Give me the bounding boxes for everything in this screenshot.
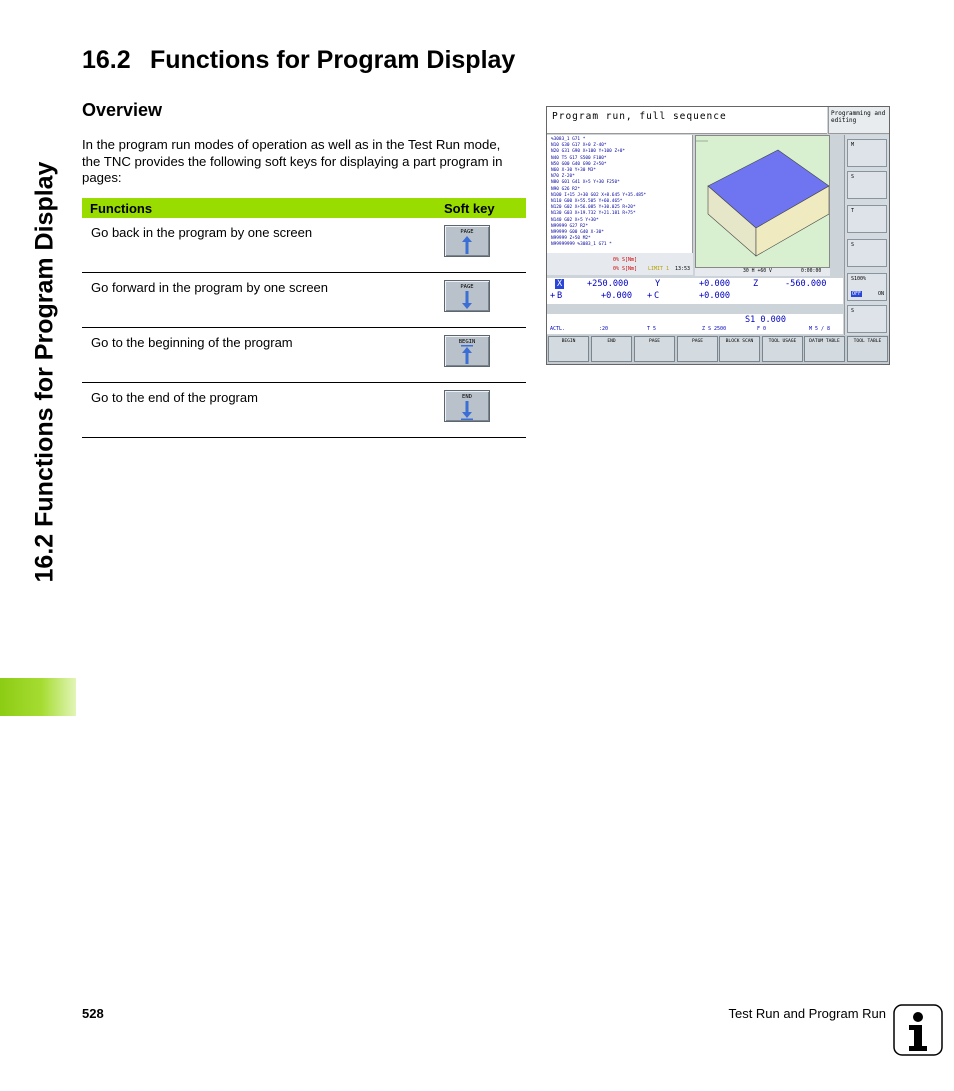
screen-begin-softkey[interactable]: BEGIN: [548, 336, 589, 362]
page-up-softkey[interactable]: PAGE: [444, 225, 490, 257]
datum-table-softkey[interactable]: DATUM TABLE: [804, 336, 845, 362]
screen-page-up-softkey[interactable]: PAGE: [634, 336, 675, 362]
graphic-status: 30 H +60 V 0:00:00: [695, 268, 830, 276]
down-arrow-icon: [459, 290, 475, 310]
info-icon: [893, 1004, 943, 1056]
program-line: N90 G26 R2*: [551, 186, 581, 192]
program-line: N99999 Z+50 M2*: [551, 236, 591, 242]
program-line: N10 G30 G17 X+0 Z-40*: [551, 143, 607, 149]
program-line: N99999 G00 G40 X-30*: [551, 230, 604, 236]
table-row: [82, 273, 526, 328]
status-line: ACTL. :20 T 5 Z S 2500 F 0 M 5 / 8: [547, 325, 843, 334]
page-number: 528: [82, 1006, 104, 1021]
end-softkey[interactable]: END: [444, 390, 490, 422]
feed-override-key[interactable]: S: [847, 305, 887, 333]
functions-table: [82, 198, 526, 438]
program-line: N60 X-30 Y+30 M3*: [551, 168, 596, 174]
function-text: Go back in the program by one screen: [82, 218, 444, 273]
s100-key[interactable]: S100% OFF ON: [847, 273, 887, 301]
workpiece-graphic: [695, 135, 830, 268]
program-line: N20 G31 G90 X+100 Y+100 Z+0*: [551, 149, 626, 155]
program-listing: [547, 135, 693, 253]
program-line: N140 G02 X+5 Y+30*: [551, 217, 599, 223]
screen-end-softkey[interactable]: END: [591, 336, 632, 362]
program-line: N70 Z-20*: [551, 174, 575, 180]
table-row: [82, 218, 526, 273]
t-function-key[interactable]: T: [847, 205, 887, 233]
block-scan-softkey[interactable]: BLOCK SCAN: [719, 336, 760, 362]
s-override-key[interactable]: S: [847, 239, 887, 267]
up-arrow-icon: [459, 235, 475, 255]
table-row: [82, 328, 526, 383]
workpiece-block-icon: [696, 136, 829, 267]
function-text: Go forward in the program by one screen: [82, 273, 444, 328]
chapter-tab-marker: [0, 678, 76, 716]
screen-title: Program run, full sequence: [547, 107, 827, 134]
program-line: N110 G00 X+55.505 Y+60.465*: [551, 199, 623, 205]
program-line: N120 G02 X+56.085 Y+30.025 R+20*: [551, 205, 636, 211]
header-functions: Functions: [82, 198, 444, 218]
tool-usage-softkey[interactable]: TOOL USAGE: [762, 336, 803, 362]
program-line: %3083_1 G71 *: [551, 137, 586, 142]
program-line: N100 I+15 J+30 G02 X+8.645 Y+35.485*: [551, 192, 647, 198]
subheading: Overview: [82, 100, 163, 120]
horizontal-softkeys: [547, 335, 889, 364]
tool-table-softkey[interactable]: TOOL TABLE: [847, 336, 888, 362]
screen-mode: Programming and editing: [828, 107, 889, 134]
side-chapter-title: 16.2 Functions for Program Display: [30, 161, 59, 583]
spindle-display: S1 0.000: [547, 314, 843, 326]
screen-page-down-softkey[interactable]: PAGE: [677, 336, 718, 362]
program-line: N99999999 %3083_1 G71 *: [551, 242, 612, 248]
message-line: 0% S[Nm] 0% S[Nm] LIMIT 1 13:53: [547, 253, 693, 275]
down-arrow-icon: [459, 400, 475, 420]
program-line: N99999 G27 R2*: [551, 223, 589, 229]
m-function-key[interactable]: M: [847, 139, 887, 167]
position-display: X +250.000 Y +0.000 Z -560.000 + B +0.000 + C +0.000: [547, 278, 843, 304]
s-function-key[interactable]: S: [847, 171, 887, 199]
up-arrow-icon: [459, 345, 475, 365]
tnc-screen: [546, 106, 890, 365]
table-header: [82, 198, 526, 218]
page-down-softkey[interactable]: PAGE: [444, 280, 490, 312]
header-soft-key: Soft key: [444, 198, 526, 218]
function-text: Go to the beginning of the program: [82, 328, 444, 383]
program-line: N130 G03 X+19.732 Y+21.181 R+75*: [551, 211, 636, 217]
program-line: N50 G00 G40 G90 Z+50*: [551, 161, 607, 167]
function-text: Go to the end of the program: [82, 383, 444, 438]
begin-softkey[interactable]: BEGIN: [444, 335, 490, 367]
section-heading: 16.2 Functions for Program Display: [82, 46, 516, 74]
intro-paragraph: In the program run modes of operation as well as in the Test Run mode, the TNC provides the following soft keys for displaying a part program in pages:: [82, 137, 503, 185]
vertical-softkeys: [844, 135, 890, 335]
program-line: N40 T5 G17 S500 F100*: [551, 155, 607, 161]
footer-chapter: Test Run and Program Run: [728, 1006, 886, 1021]
table-row: [82, 383, 526, 438]
program-line: N80 G01 G41 X+5 Y+30 F250*: [551, 180, 620, 186]
